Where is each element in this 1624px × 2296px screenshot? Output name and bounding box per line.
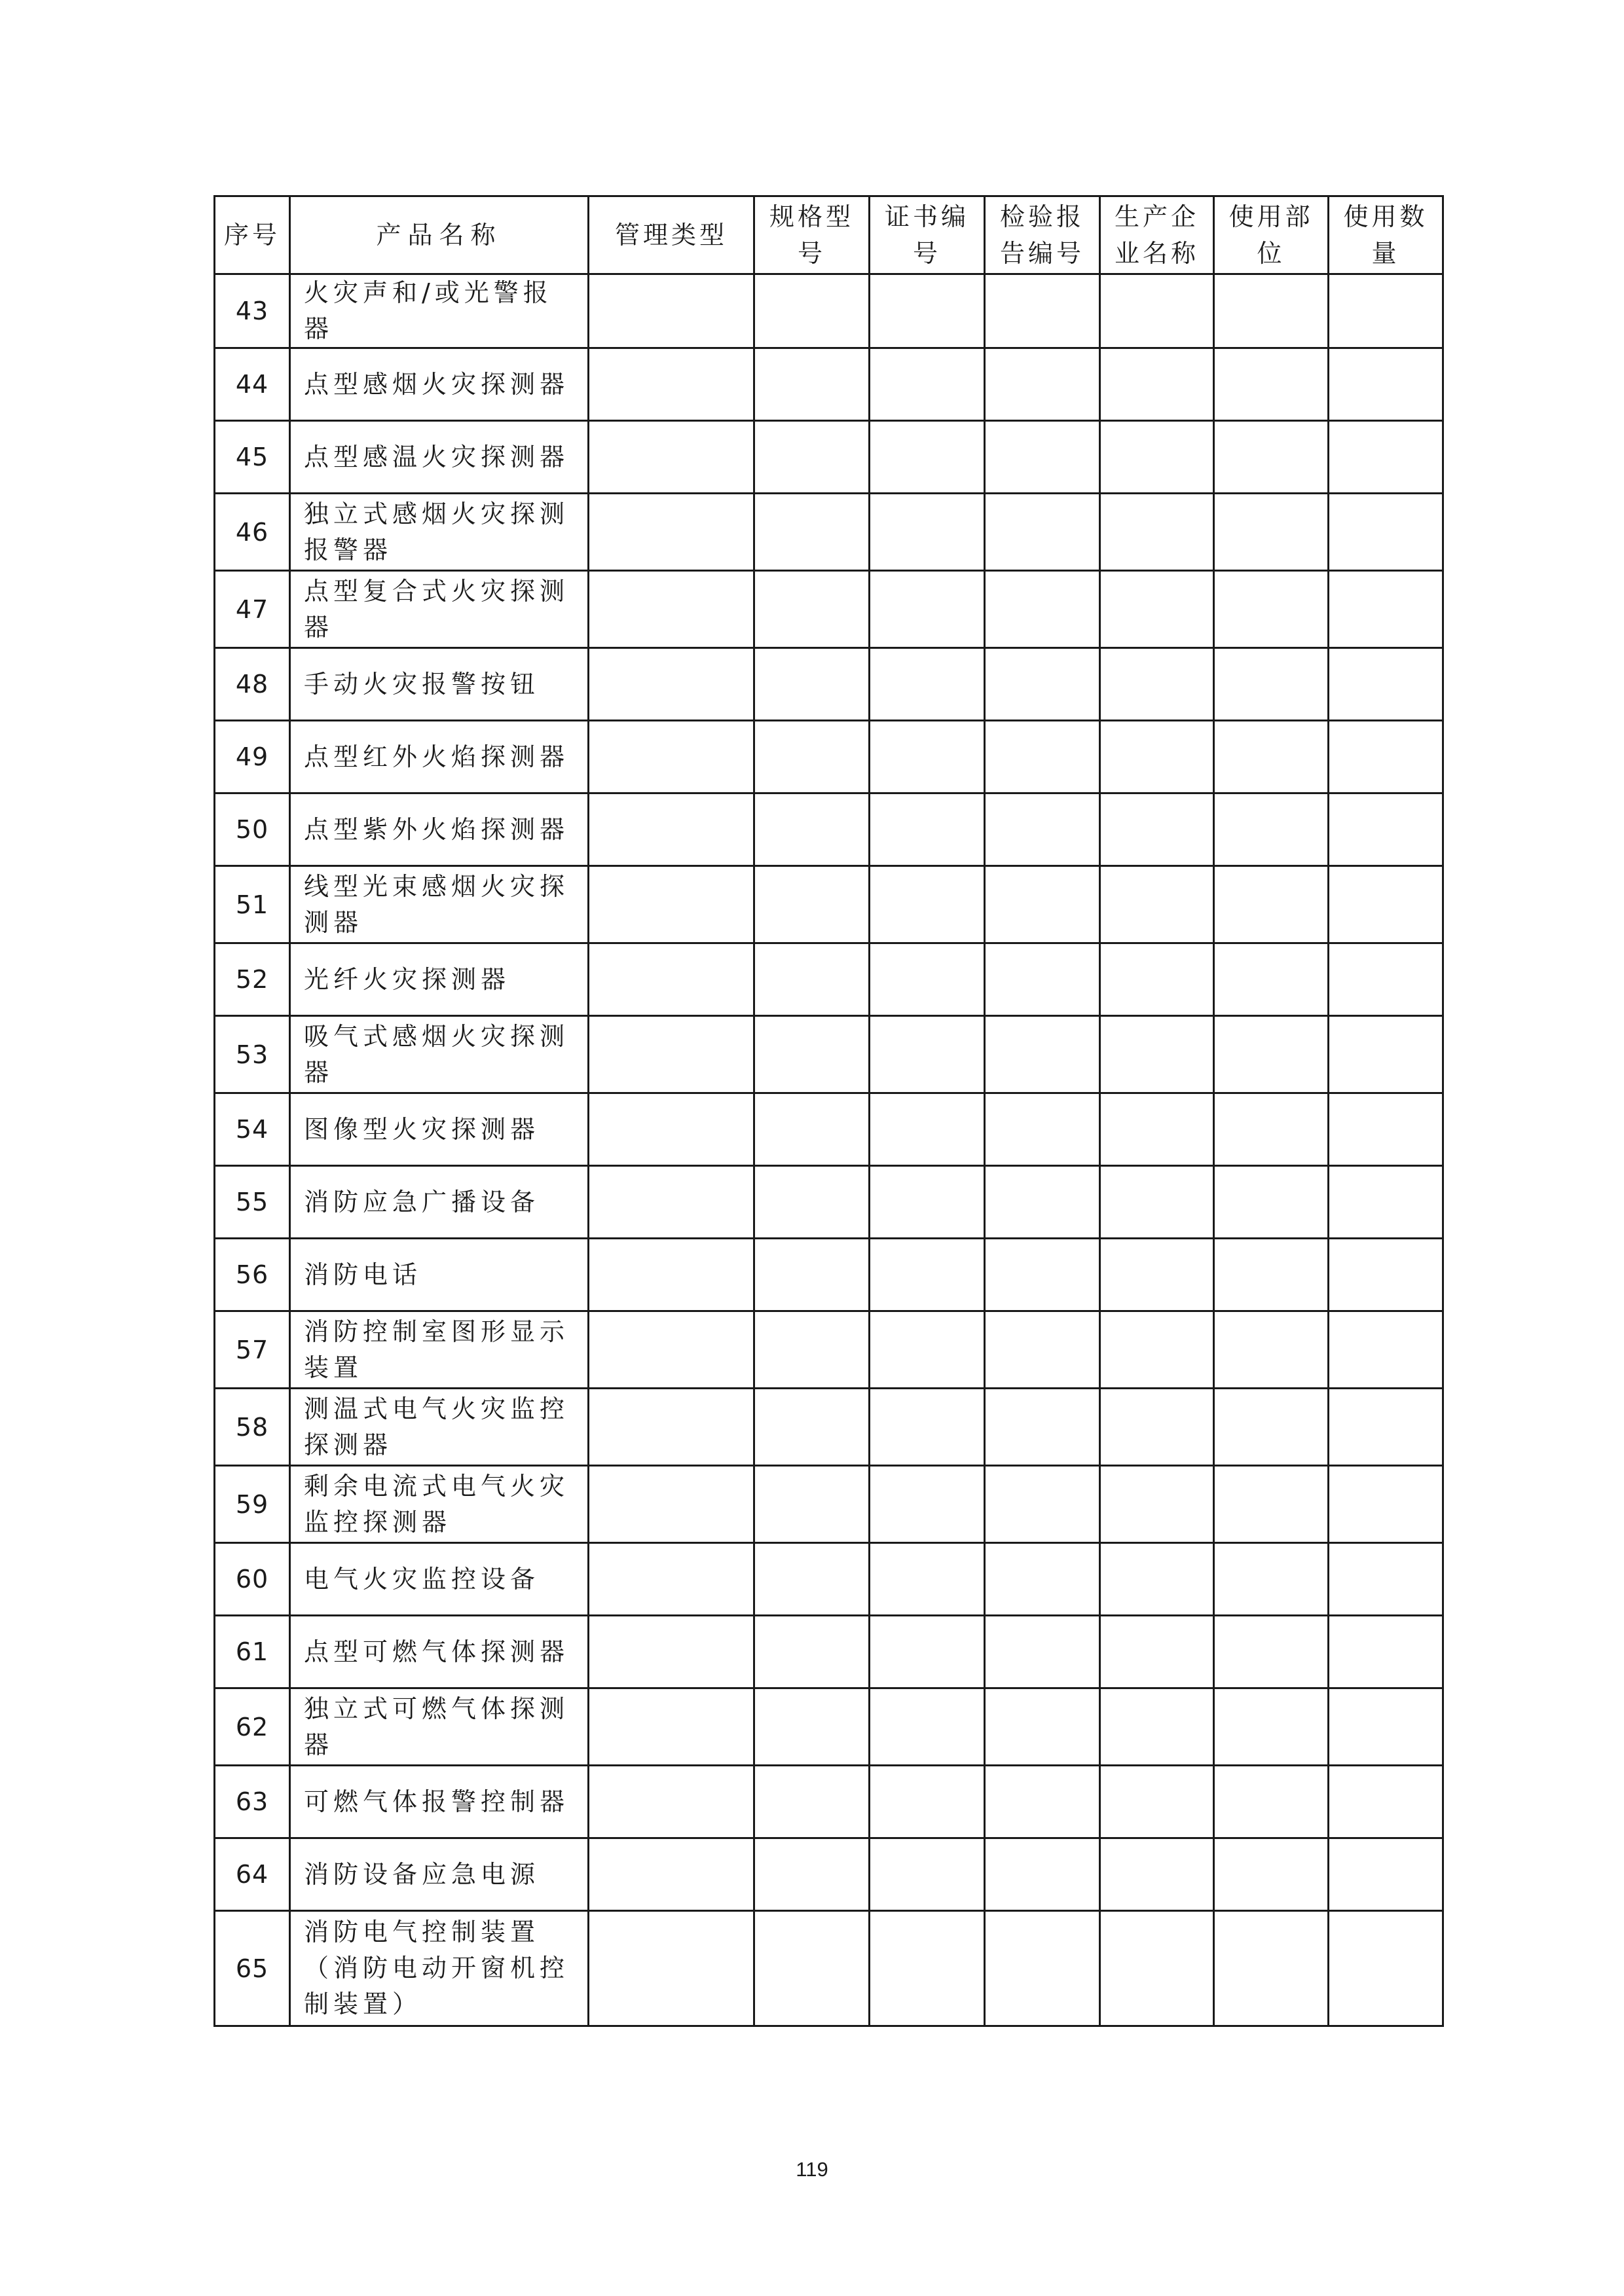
row-index: 54 [215, 1093, 290, 1166]
row-index: 49 [215, 721, 290, 793]
row-index: 57 [215, 1311, 290, 1389]
row-product-name: 消防应急广播设备 [290, 1166, 589, 1239]
row-inspection-report-number [985, 1311, 1100, 1389]
row-usage-location [1214, 793, 1329, 866]
row-certificate-number [870, 1239, 985, 1311]
row-certificate-number [870, 1616, 985, 1688]
row-certificate-number [870, 1543, 985, 1616]
row-certificate-number [870, 421, 985, 494]
row-management-type [589, 648, 754, 721]
table-row [215, 1016, 1443, 1093]
row-management-type [589, 1688, 754, 1766]
row-certificate-number [870, 1466, 985, 1543]
row-certificate-number [870, 1166, 985, 1239]
row-inspection-report-number [985, 793, 1100, 866]
row-usage-location [1214, 494, 1329, 571]
row-spec-model [754, 1688, 870, 1766]
table-row [215, 1688, 1443, 1766]
row-product-name: 剩余电流式电气火灾监控探测器 [290, 1466, 589, 1543]
row-usage-quantity [1329, 571, 1443, 648]
row-management-type [589, 943, 754, 1016]
table-row [215, 1543, 1443, 1616]
row-inspection-report-number [985, 348, 1100, 421]
row-manufacturer-name [1100, 1616, 1214, 1688]
row-index: 51 [215, 866, 290, 943]
row-manufacturer-name [1100, 1311, 1214, 1389]
row-usage-quantity [1329, 1766, 1443, 1838]
row-index: 63 [215, 1766, 290, 1838]
row-index: 47 [215, 571, 290, 648]
row-inspection-report-number [985, 866, 1100, 943]
table-row [215, 721, 1443, 793]
row-product-name: 电气火灾监控设备 [290, 1543, 589, 1616]
row-certificate-number [870, 648, 985, 721]
row-management-type [589, 866, 754, 943]
product-table [213, 195, 1444, 2027]
table-row [215, 793, 1443, 866]
row-manufacturer-name [1100, 1239, 1214, 1311]
row-management-type [589, 1466, 754, 1543]
row-certificate-number [870, 1838, 985, 1911]
table-header-row [215, 196, 1443, 274]
row-index: 46 [215, 494, 290, 571]
header-usage-location: 使用部位 [1214, 196, 1329, 274]
row-inspection-report-number [985, 571, 1100, 648]
row-management-type [589, 274, 754, 348]
row-certificate-number [870, 721, 985, 793]
row-certificate-number [870, 1016, 985, 1093]
row-inspection-report-number [985, 274, 1100, 348]
row-usage-location [1214, 648, 1329, 721]
row-inspection-report-number [985, 943, 1100, 1016]
row-certificate-number [870, 1311, 985, 1389]
row-usage-location [1214, 943, 1329, 1016]
row-certificate-number [870, 1766, 985, 1838]
header-product-name: 产品名称 [290, 196, 589, 274]
row-management-type [589, 1838, 754, 1911]
row-manufacturer-name [1100, 1389, 1214, 1466]
row-usage-location [1214, 1239, 1329, 1311]
row-usage-quantity [1329, 494, 1443, 571]
row-spec-model [754, 1838, 870, 1911]
row-inspection-report-number [985, 1093, 1100, 1166]
row-inspection-report-number [985, 721, 1100, 793]
row-usage-quantity [1329, 1616, 1443, 1688]
row-spec-model [754, 1016, 870, 1093]
row-product-name: 手动火灾报警按钮 [290, 648, 589, 721]
row-index: 53 [215, 1016, 290, 1093]
row-spec-model [754, 1311, 870, 1389]
row-product-name: 独立式可燃气体探测器 [290, 1688, 589, 1766]
row-spec-model [754, 1166, 870, 1239]
row-manufacturer-name [1100, 571, 1214, 648]
row-inspection-report-number [985, 1166, 1100, 1239]
table-row [215, 1838, 1443, 1911]
row-management-type [589, 1239, 754, 1311]
row-manufacturer-name [1100, 1543, 1214, 1616]
row-usage-location [1214, 1688, 1329, 1766]
row-product-name: 消防电话 [290, 1239, 589, 1311]
row-usage-location [1214, 1016, 1329, 1093]
row-product-name: 点型感烟火灾探测器 [290, 348, 589, 421]
row-index: 65 [215, 1911, 290, 2026]
table-row [215, 571, 1443, 648]
row-usage-quantity [1329, 866, 1443, 943]
row-spec-model [754, 1389, 870, 1466]
row-product-name: 消防设备应急电源 [290, 1838, 589, 1911]
row-usage-quantity [1329, 1311, 1443, 1389]
table-row [215, 1389, 1443, 1466]
row-product-name: 图像型火灾探测器 [290, 1093, 589, 1166]
row-spec-model [754, 494, 870, 571]
row-manufacturer-name [1100, 348, 1214, 421]
row-management-type [589, 721, 754, 793]
row-inspection-report-number [985, 494, 1100, 571]
row-manufacturer-name [1100, 866, 1214, 943]
row-usage-quantity [1329, 1688, 1443, 1766]
row-spec-model [754, 943, 870, 1016]
row-spec-model [754, 1616, 870, 1688]
row-usage-location [1214, 274, 1329, 348]
row-management-type [589, 1911, 754, 2026]
row-spec-model [754, 648, 870, 721]
row-certificate-number [870, 494, 985, 571]
row-index: 59 [215, 1466, 290, 1543]
row-usage-quantity [1329, 1389, 1443, 1466]
row-usage-quantity [1329, 1239, 1443, 1311]
row-usage-quantity [1329, 648, 1443, 721]
row-usage-quantity [1329, 274, 1443, 348]
row-product-name: 吸气式感烟火灾探测器 [290, 1016, 589, 1093]
row-index: 45 [215, 421, 290, 494]
table-row [215, 421, 1443, 494]
row-spec-model [754, 274, 870, 348]
row-inspection-report-number [985, 1766, 1100, 1838]
row-index: 52 [215, 943, 290, 1016]
row-management-type [589, 348, 754, 421]
row-usage-location [1214, 1311, 1329, 1389]
row-usage-location [1214, 1389, 1329, 1466]
table-row [215, 1311, 1443, 1389]
row-usage-quantity [1329, 721, 1443, 793]
row-manufacturer-name [1100, 1166, 1214, 1239]
row-management-type [589, 1616, 754, 1688]
row-management-type [589, 1166, 754, 1239]
row-usage-location [1214, 1838, 1329, 1911]
row-usage-quantity [1329, 1093, 1443, 1166]
row-manufacturer-name [1100, 1766, 1214, 1838]
table-row [215, 866, 1443, 943]
row-usage-quantity [1329, 1543, 1443, 1616]
row-product-name: 消防电气控制装置（消防电动开窗机控制装置） [290, 1911, 589, 2026]
row-usage-location [1214, 866, 1329, 943]
row-product-name: 测温式电气火灾监控探测器 [290, 1389, 589, 1466]
row-product-name: 点型紫外火焰探测器 [290, 793, 589, 866]
row-certificate-number [870, 866, 985, 943]
page-number: 119 [796, 2158, 828, 2181]
row-product-name: 火灾声和/或光警报器 [290, 274, 589, 348]
row-inspection-report-number [985, 1466, 1100, 1543]
header-inspection-report-number: 检验报告编号 [985, 196, 1100, 274]
row-management-type [589, 1311, 754, 1389]
row-product-name: 点型复合式火灾探测器 [290, 571, 589, 648]
row-usage-quantity [1329, 348, 1443, 421]
row-spec-model [754, 348, 870, 421]
row-certificate-number [870, 1389, 985, 1466]
row-certificate-number [870, 571, 985, 648]
row-spec-model [754, 1239, 870, 1311]
row-management-type [589, 1766, 754, 1838]
row-usage-quantity [1329, 1166, 1443, 1239]
row-usage-location [1214, 1166, 1329, 1239]
row-spec-model [754, 1911, 870, 2026]
row-manufacturer-name [1100, 1466, 1214, 1543]
row-usage-location [1214, 421, 1329, 494]
row-management-type [589, 421, 754, 494]
row-usage-quantity [1329, 793, 1443, 866]
row-product-name: 光纤火灾探测器 [290, 943, 589, 1016]
table-row [215, 494, 1443, 571]
row-manufacturer-name [1100, 494, 1214, 571]
row-certificate-number [870, 348, 985, 421]
table-row [215, 648, 1443, 721]
row-index: 50 [215, 793, 290, 866]
table-row [215, 1911, 1443, 2026]
row-usage-location [1214, 721, 1329, 793]
row-usage-location [1214, 1466, 1329, 1543]
row-inspection-report-number [985, 1016, 1100, 1093]
row-usage-quantity [1329, 1016, 1443, 1093]
row-index: 43 [215, 274, 290, 348]
table-row [215, 1166, 1443, 1239]
header-certificate-number: 证书编号 [870, 196, 985, 274]
row-product-name: 点型感温火灾探测器 [290, 421, 589, 494]
row-manufacturer-name [1100, 274, 1214, 348]
row-index: 64 [215, 1838, 290, 1911]
row-manufacturer-name [1100, 421, 1214, 494]
row-management-type [589, 1016, 754, 1093]
row-certificate-number [870, 1688, 985, 1766]
header-manufacturer-name: 生产企业名称 [1100, 196, 1214, 274]
row-usage-location [1214, 348, 1329, 421]
row-index: 56 [215, 1239, 290, 1311]
row-spec-model [754, 421, 870, 494]
row-usage-location [1214, 571, 1329, 648]
header-spec-model: 规格型号 [754, 196, 870, 274]
row-index: 44 [215, 348, 290, 421]
row-inspection-report-number [985, 1616, 1100, 1688]
row-index: 48 [215, 648, 290, 721]
row-index: 62 [215, 1688, 290, 1766]
header-management-type: 管理类型 [589, 196, 754, 274]
row-management-type [589, 1093, 754, 1166]
row-certificate-number [870, 1911, 985, 2026]
row-management-type [589, 1389, 754, 1466]
row-inspection-report-number [985, 1239, 1100, 1311]
row-spec-model [754, 571, 870, 648]
row-spec-model [754, 1766, 870, 1838]
row-product-name: 线型光束感烟火灾探测器 [290, 866, 589, 943]
row-certificate-number [870, 1093, 985, 1166]
row-inspection-report-number [985, 648, 1100, 721]
row-usage-location [1214, 1766, 1329, 1838]
row-manufacturer-name [1100, 1838, 1214, 1911]
row-management-type [589, 1543, 754, 1616]
row-index: 61 [215, 1616, 290, 1688]
header-index: 序号 [215, 196, 290, 274]
row-usage-quantity [1329, 1838, 1443, 1911]
table-row [215, 348, 1443, 421]
row-product-name: 独立式感烟火灾探测报警器 [290, 494, 589, 571]
row-inspection-report-number [985, 1911, 1100, 2026]
row-index: 55 [215, 1166, 290, 1239]
row-usage-location [1214, 1911, 1329, 2026]
header-usage-quantity: 使用数量 [1329, 196, 1443, 274]
row-usage-location [1214, 1093, 1329, 1166]
row-inspection-report-number [985, 1838, 1100, 1911]
row-manufacturer-name [1100, 1688, 1214, 1766]
row-product-name: 可燃气体报警控制器 [290, 1766, 589, 1838]
table-row [215, 1093, 1443, 1166]
row-product-name: 点型红外火焰探测器 [290, 721, 589, 793]
table-row [215, 1766, 1443, 1838]
row-spec-model [754, 793, 870, 866]
row-manufacturer-name [1100, 793, 1214, 866]
row-management-type [589, 571, 754, 648]
row-usage-quantity [1329, 1466, 1443, 1543]
row-manufacturer-name [1100, 943, 1214, 1016]
row-product-name: 消防控制室图形显示装置 [290, 1311, 589, 1389]
row-inspection-report-number [985, 1688, 1100, 1766]
row-spec-model [754, 866, 870, 943]
table-body [215, 274, 1443, 2026]
row-inspection-report-number [985, 1389, 1100, 1466]
row-inspection-report-number [985, 1543, 1100, 1616]
row-manufacturer-name [1100, 1911, 1214, 2026]
row-management-type [589, 494, 754, 571]
row-usage-quantity [1329, 943, 1443, 1016]
row-certificate-number [870, 943, 985, 1016]
row-manufacturer-name [1100, 721, 1214, 793]
row-usage-location [1214, 1616, 1329, 1688]
row-spec-model [754, 1093, 870, 1166]
row-manufacturer-name [1100, 1016, 1214, 1093]
row-certificate-number [870, 793, 985, 866]
row-certificate-number [870, 274, 985, 348]
row-usage-location [1214, 1543, 1329, 1616]
row-spec-model [754, 1466, 870, 1543]
table-row [215, 943, 1443, 1016]
row-product-name: 点型可燃气体探测器 [290, 1616, 589, 1688]
row-manufacturer-name [1100, 648, 1214, 721]
row-spec-model [754, 721, 870, 793]
row-usage-quantity [1329, 1911, 1443, 2026]
table-row [215, 1466, 1443, 1543]
table-row [215, 1616, 1443, 1688]
table-row [215, 1239, 1443, 1311]
table-row [215, 274, 1443, 348]
row-management-type [589, 793, 754, 866]
row-usage-quantity [1329, 421, 1443, 494]
row-index: 58 [215, 1389, 290, 1466]
row-spec-model [754, 1543, 870, 1616]
row-inspection-report-number [985, 421, 1100, 494]
row-index: 60 [215, 1543, 290, 1616]
row-manufacturer-name [1100, 1093, 1214, 1166]
